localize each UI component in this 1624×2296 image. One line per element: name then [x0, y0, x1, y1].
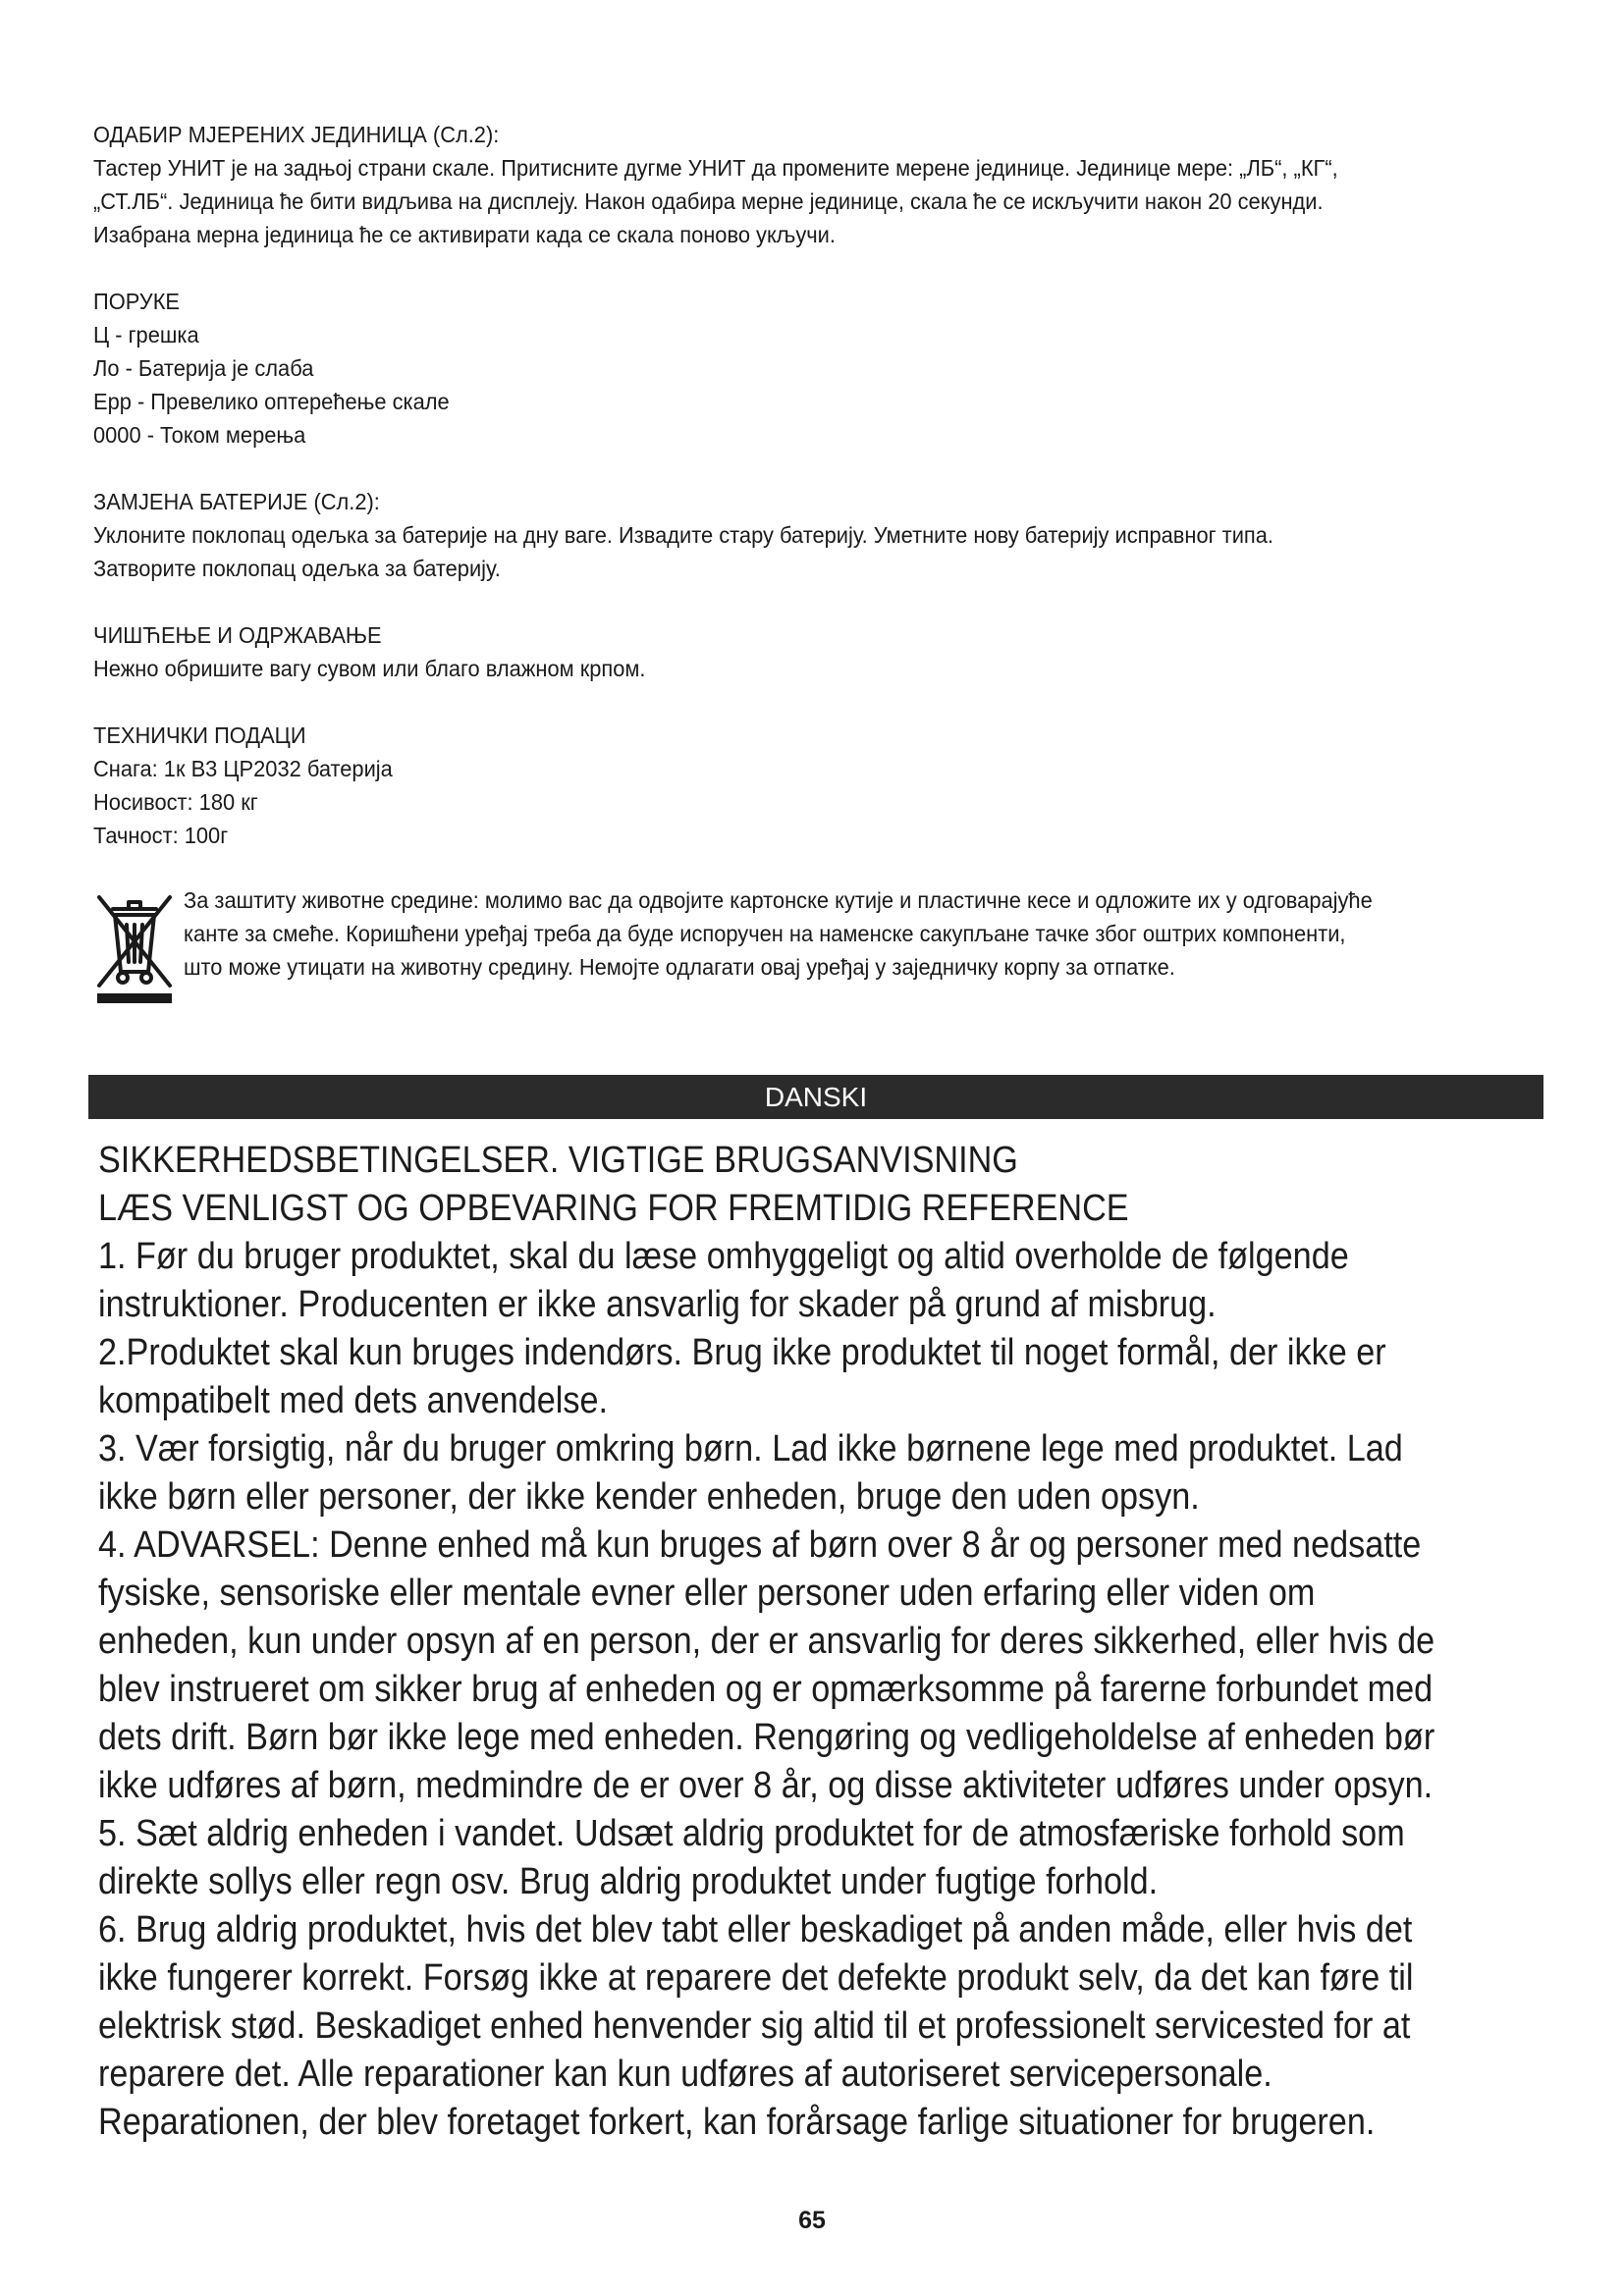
- danish-subtitle: LÆS VENLIGST OG OPBEVARING FOR FREMTIDIG REFERENCE: [98, 1188, 1129, 1229]
- tech-line: Тачност: 100г: [93, 823, 229, 848]
- messages-line: Ц - грешка: [93, 322, 199, 347]
- danish-line: 2.Produktet skal kun bruges indendørs. Brug ikke produktet til noget formål, der ikke er: [98, 1332, 1386, 1373]
- messages-line: Ло - Батерија је слаба: [93, 355, 314, 381]
- danish-line: dets drift. Børn bør ikke lege med enheden. Rengøring og vedligeholdelse af enheden bør: [98, 1717, 1435, 1758]
- cleaning-line: Нежно обришите вагу сувом или благо влажном крпом.: [93, 656, 646, 681]
- units-line: Изабрана мерна јединица ће се активирати када се скала поново укључи.: [93, 222, 836, 247]
- messages-heading: ПОРУКЕ: [93, 289, 181, 314]
- crossed-out-bin-icon: [93, 889, 176, 1005]
- battery-section: [93, 485, 1444, 585]
- danish-line: 1. Før du bruger produktet, skal du læse omhyggeligt og altid overholde de følgende: [98, 1236, 1349, 1277]
- danish-line: direkte sollys eller regn osv. Brug aldrig produktet under fugtige forhold.: [98, 1861, 1159, 1902]
- messages-line: 0000 - Током мерења: [93, 422, 306, 448]
- danish-title: SIKKERHEDSBETINGELSER. VIGTIGE BRUGSANVISNING: [98, 1140, 1018, 1181]
- cleaning-heading: ЧИШЋЕЊЕ И ОДРЖАВАЊЕ: [93, 622, 382, 648]
- danish-section: [98, 1137, 1441, 2147]
- serbian-section: [93, 118, 1444, 885]
- messages-line: Ерр - Превелико оптерећење скале: [93, 389, 450, 414]
- battery-line: Затворите поклопац одељка за батерију.: [93, 556, 501, 581]
- danish-line: fysiske, sensoriske eller mentale evner eller personer uden erfaring eller viden om: [98, 1573, 1316, 1614]
- danish-line: elektrisk stød. Beskadiget enhed henvender sig altid til et professionelt servicested for at: [98, 2005, 1411, 2047]
- danish-line: kompatibelt med dets anvendelse.: [98, 1380, 609, 1421]
- environment-text: [184, 883, 1535, 984]
- danish-line: enheden, kun under opsyn af en person, der er ansvarlig for deres sikkerhed, eller hvis de: [98, 1621, 1435, 1662]
- units-section: [93, 118, 1444, 251]
- danish-line: 4. ADVARSEL: Denne enhed må kun bruges af børn over 8 år og personer med nedsatte: [98, 1524, 1422, 1566]
- units-line: Тастер УНИТ је на задњој страни скале. Притисните дугме УНИТ да промените мерене јединице. Јединице мере: „ЛБ“, „КГ“,: [93, 155, 1338, 181]
- danish-line: blev instrueret om sikker brug af enheden og er opmærksomme på farerne forbundet med: [98, 1669, 1434, 1710]
- danish-line: 5. Sæt aldrig enheden i vandet. Udsæt aldrig produktet for de atmosfæriske forhold som: [98, 1813, 1405, 1854]
- tech-line: Носивост: 180 кг: [93, 789, 258, 815]
- page-number: 65: [798, 2207, 826, 2234]
- battery-line: Уклоните поклопац одељка за батерије на дну ваге. Извадите стару батерију. Уметните нову батерију исправног типа.: [93, 522, 1273, 548]
- cleaning-section: [93, 618, 1444, 685]
- danish-line: reparere det. Alle reparationer kan kun udføres af autoriseret servicepersonale.: [98, 2054, 1272, 2095]
- danish-line: Reparationen, der blev foretaget forkert, kan forårsage farlige situationer for brugeren.: [98, 2102, 1376, 2143]
- environment-line: што може утицати на животну средину. Немојте одлагати овај уређај у заједничку корпу за отпатке.: [184, 954, 1175, 980]
- tech-line: Снага: 1к В3 ЦР2032 батерија: [93, 756, 393, 781]
- messages-section: [93, 285, 1444, 452]
- units-line: „СТ.ЛБ“. Јединица ће бити видљива на дисплеју. Након одабира мерне јединице, скала ће се искључити након 20 секунди.: [93, 188, 1324, 214]
- tech-section: [93, 719, 1444, 852]
- danish-line: ikke børn eller personer, der ikke kender enheden, bruge den uden opsyn.: [98, 1476, 1200, 1518]
- danish-line: 6. Brug aldrig produktet, hvis det blev tabt eller beskadiget på anden måde, eller hvis det: [98, 1909, 1413, 1950]
- danish-line: 3. Vær forsigtig, når du bruger omkring børn. Lad ikke børnene lege med produktet. Lad: [98, 1428, 1403, 1469]
- danish-line: ikke udføres af børn, medmindre de er over 8 år, og disse aktiviteter udføres under opsyn.: [98, 1765, 1434, 1806]
- units-heading: ОДАБИР МЈЕРЕНИХ ЈЕДИНИЦА (Сл.2):: [93, 122, 500, 147]
- language-bar: DANSKI: [88, 1075, 1543, 1119]
- tech-heading: ТЕХНИЧКИ ПОДАЦИ: [93, 722, 306, 748]
- environment-line: канте за смеће. Коришћени уређај треба да буде испоручен на наменске сакупљане тачке због оштрих компоненти,: [184, 921, 1346, 946]
- danish-line: instruktioner. Producenten er ikke ansvarlig for skader på grund af misbrug.: [98, 1284, 1217, 1325]
- battery-heading: ЗАМЈЕНА БАТЕРИЈЕ (Сл.2):: [93, 489, 380, 514]
- environment-line: За заштиту животне средине: молимо вас да одвојите картонске кутије и пластичне кесе и одложите их у одговарајуће: [184, 887, 1373, 913]
- danish-line: ikke fungerer korrekt. Forsøg ikke at reparere det defekte produkt selv, da det kan føre til: [98, 1957, 1414, 1999]
